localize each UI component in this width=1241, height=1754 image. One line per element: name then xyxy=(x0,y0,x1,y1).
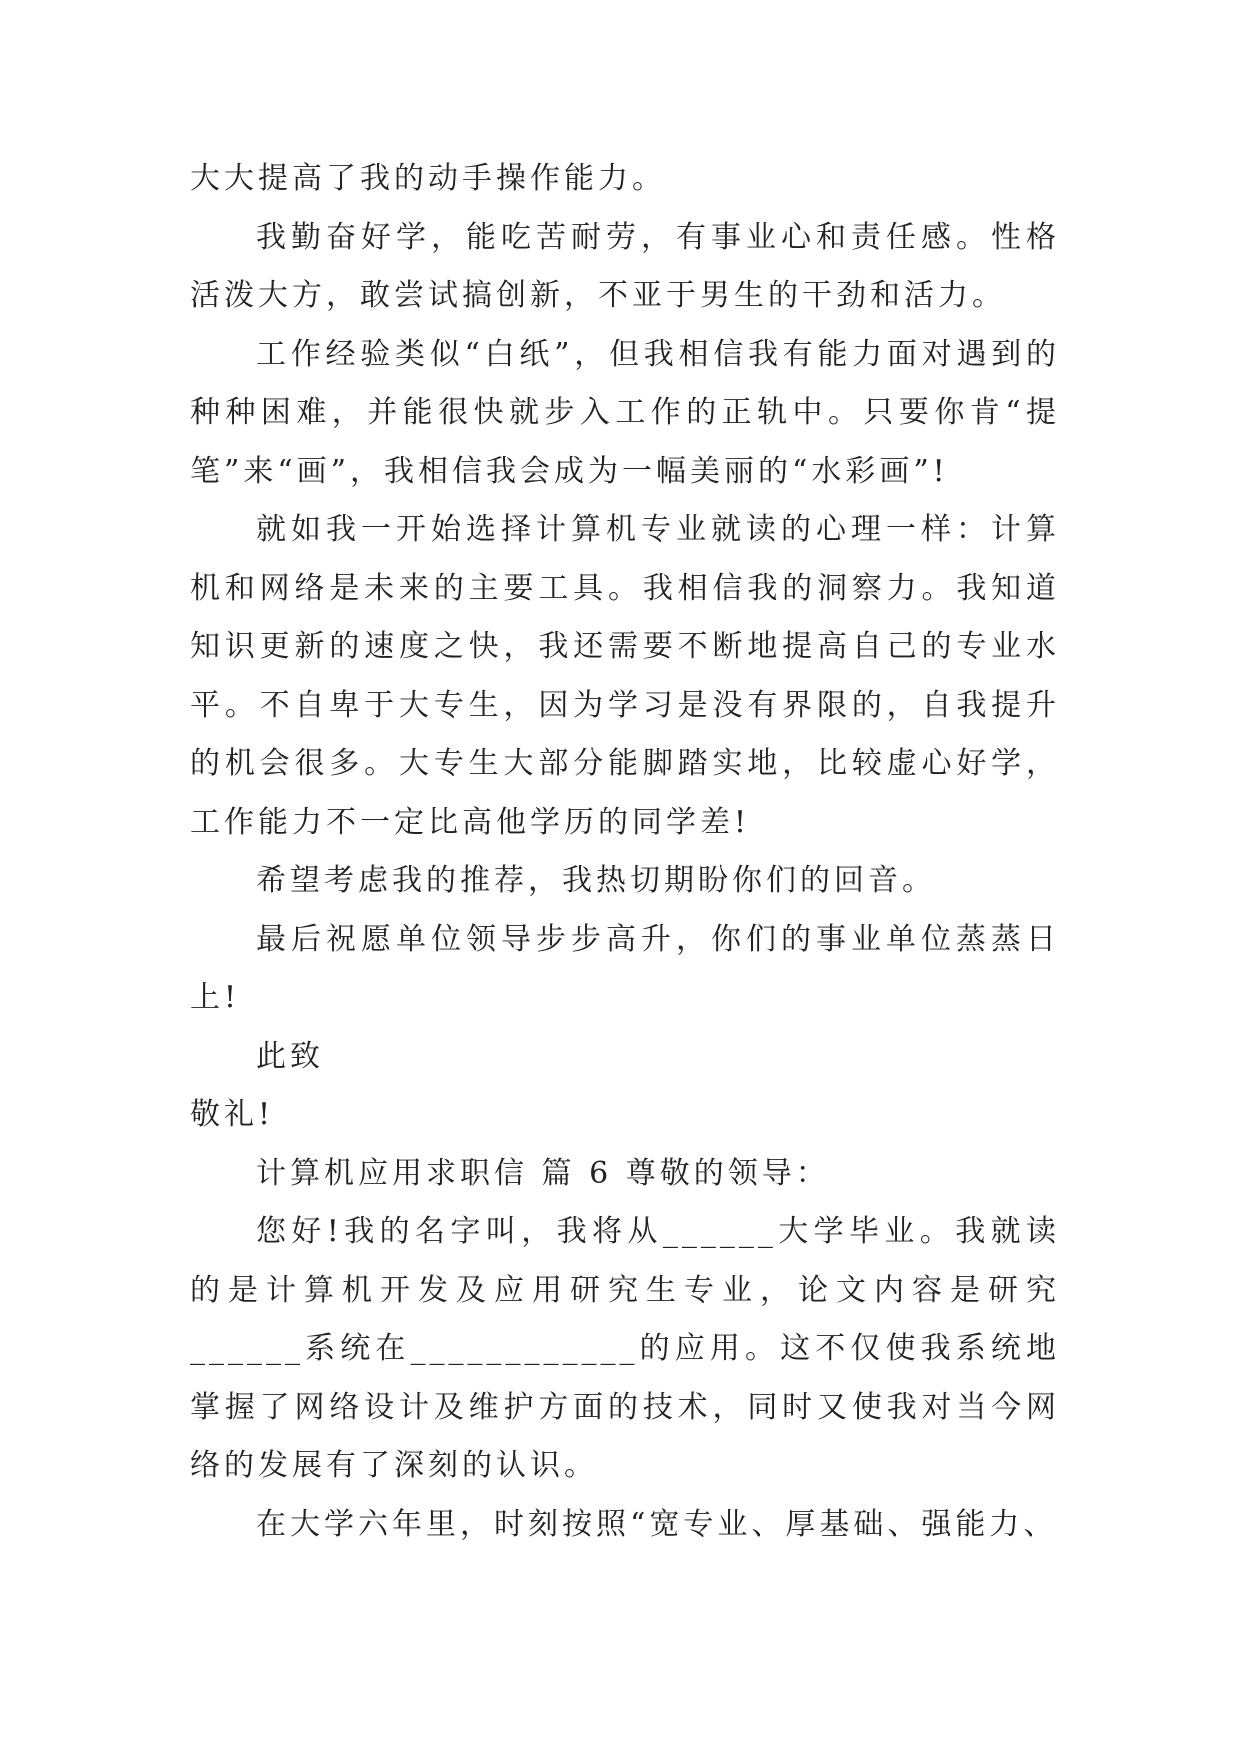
paragraph: 工作经验类似“白纸”，但我相信我有能力面对遇到的种种困难，并能很快就步入工作的正轨中。只要你肯“提笔”来“画”，我相信我会成为一幅美丽的“水彩画”! xyxy=(190,336,1060,489)
paragraph: 最后祝愿单位领导步步高升，你们的事业单位蒸蒸日上! xyxy=(190,921,1060,1015)
paragraph: 大大提高了我的动手操作能力。 xyxy=(190,161,666,196)
paragraph: 希望考虑我的推荐，我热切期盼你们的回音。 xyxy=(256,863,936,898)
paragraph: 您好!我的名字叫，我将从______大学毕业。我就读的是计算机开发及应用研究生专业，论文内容是研究______系统在____________的应用。这不仅使我系统地掌握了网络设计及维护方面的技术，同时又使我对当今网络的发展有了深刻的认识。 xyxy=(190,1214,1060,1483)
section-heading: 计算机应用求职信 篇 6 尊敬的领导： xyxy=(256,1155,830,1191)
closing-salutation: 此致 xyxy=(256,1038,324,1074)
letter-body xyxy=(190,150,1060,1554)
paragraph: 就如我一开始选择计算机专业就读的心理一样：计算机和网络是未来的主要工具。我相信我的洞察力。我知道知识更新的速度之快，我还需要不断地提高自己的专业水平。不自卑于大专生，因为学习是没有界限的，自我提升的机会很多。大专生大部分能脚踏实地，比较虚心好学，工作能力不一定比高他学历的同学差! xyxy=(190,512,1060,840)
paragraph: 我勤奋好学，能吃苦耐劳，有事业心和责任感。性格活泼大方，敢尝试搞创新，不亚于男生的干劲和活力。 xyxy=(190,219,1060,313)
paragraph: 在大学六年里，时刻按照“宽专业、厚基础、强能力、 xyxy=(256,1506,1058,1542)
closing-regards: 敬礼! xyxy=(190,1097,275,1132)
